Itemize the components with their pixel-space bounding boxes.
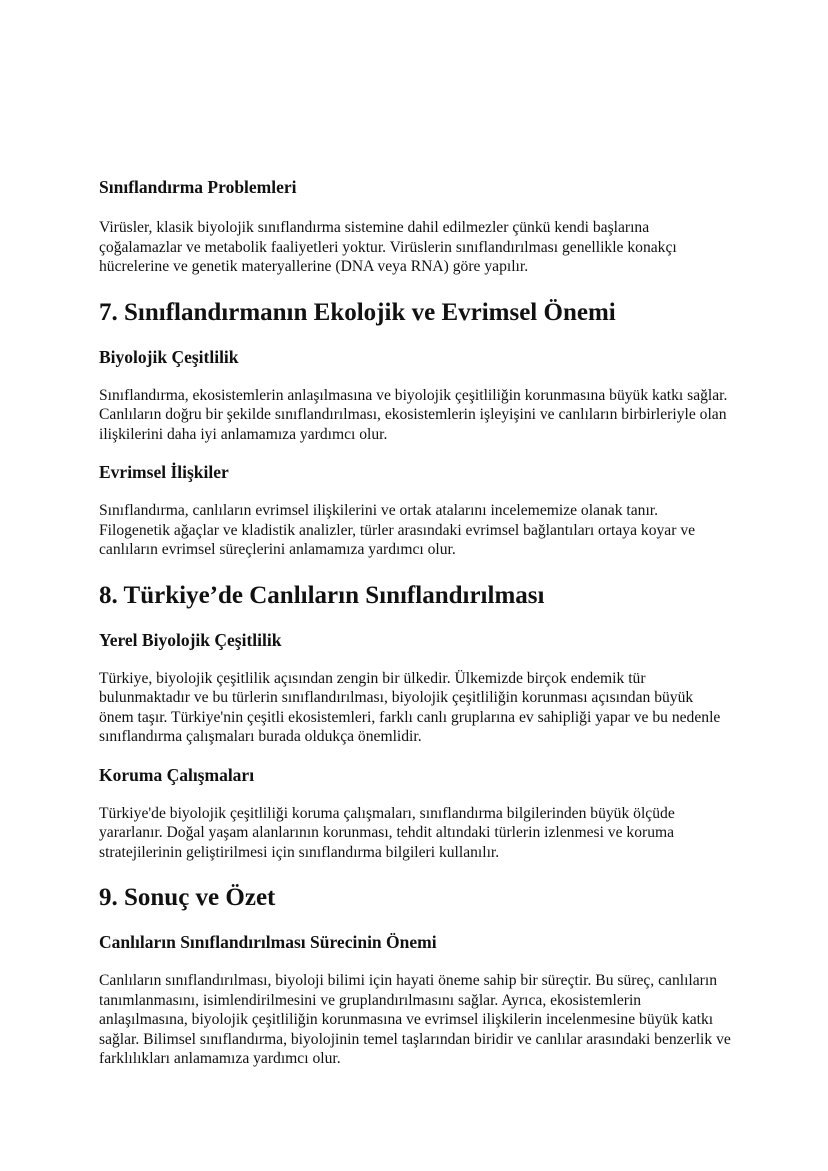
paragraph-biyolojik-cesitlilik: Sınıflandırma, ekosistemlerin anlaşılmasına ve biyolojik çeşitliliğin korunmasına büyük katkı sağlar. Canlıların doğru bir şekilde sınıflandırılması, ekosistemlerin işleyişini ve canlıların birbirleriyle olan ilişkilerini daha iyi anlamamıza yardımcı olur. xyxy=(99,386,728,443)
paragraph-evrimsel-iliskiler: Sınıflandırma, canlıların evrimsel ilişkilerini ve ortak atalarını incelememize olanak tanır. Filogenetik ağaçlar ve kladistik analizler, türler arasındaki evrimsel bağlantıları ortaya koyar ve canlıların evrimsel süreçlerini anlamamıza yardımcı olur. xyxy=(99,502,696,558)
heading-section-8: 8. Türkiye’de Canlıların Sınıflandırılması xyxy=(99,581,545,609)
heading-evrimsel-iliskiler: Evrimsel İlişkiler xyxy=(99,462,229,482)
paragraph-koruma-calismalari: Türkiye'de biyolojik çeşitliliği koruma çalışmaları, sınıflandırma bilgilerinden büyük ölçüde yararlanır. Doğal yaşam alanlarının korunması, tehdit altındaki türlerin izlenmesi ve koruma stratejilerinin geliştirilmesi için sınıflandırma bilgileri kullanılır. xyxy=(99,804,675,861)
heading-koruma-calismalari: Koruma Çalışmaları xyxy=(99,764,255,785)
heading-section-7: 7. Sınıflandırmanın Ekolojik ve Evrimsel Önemi xyxy=(99,298,616,326)
heading-section-9: 9. Sonuç ve Özet xyxy=(99,884,276,911)
document-page xyxy=(99,176,731,1069)
heading-biyolojik-cesitlilik: Biyolojik Çeşitlilik xyxy=(99,346,239,367)
paragraph-yerel-biyolojik-cesitlilik: Türkiye, biyolojik çeşitlilik açısından zengin bir ülkedir. Ülkemizde birçok endemik tür bulunmaktadır ve bu türlerin sınıflandırılması, biyolojik çeşitliliğin korunması açısından büyük önem taşır. Türkiye'nin çeşitli ekosistemleri, farklı canlı gruplarına ev sahipliği yapar ve bu nedenle sınıflandırma çalışmaları burada oldukça önemlidir. xyxy=(99,669,721,745)
heading-surecin-onemi: Canlıların Sınıflandırılması Sürecinin Önemi xyxy=(99,932,437,952)
heading-yerel-biyolojik-cesitlilik: Yerel Biyolojik Çeşitlilik xyxy=(99,629,282,650)
heading-siniflandirma-problemleri: Sınıflandırma Problemleri xyxy=(99,177,297,197)
paragraph-surecin-onemi: Canlıların sınıflandırılması, biyoloji bilimi için hayati öneme sahip bir süreçtir. Bu süreç, canlıların tanımlanmasını, isimlendirilmesini ve gruplandırılmasını sağlar. Ayrıca, ekosistemlerin anlaşılmasına, biyolojik çeşitliliğin korunmasına ve evrimsel ilişkilerin incelenmesine büyük katkı sağlar. Bilimsel sınıflandırma, biyolojinin temel taşlarından biridir ve canlılar arasındaki benzerlik ve farklılıkları anlamamıza yardımcı olur. xyxy=(99,972,731,1067)
paragraph-virusler: Virüsler, klasik biyolojik sınıflandırma sistemine dahil edilmezler çünkü kendi başlarına çoğalamazlar ve metabolik faaliyetleri yoktur. Virüslerin sınıflandırılması genellikle konakçı hücrelerine ve genetik materyallerine (DNA veya RNA) göre yapılır. xyxy=(99,219,677,275)
